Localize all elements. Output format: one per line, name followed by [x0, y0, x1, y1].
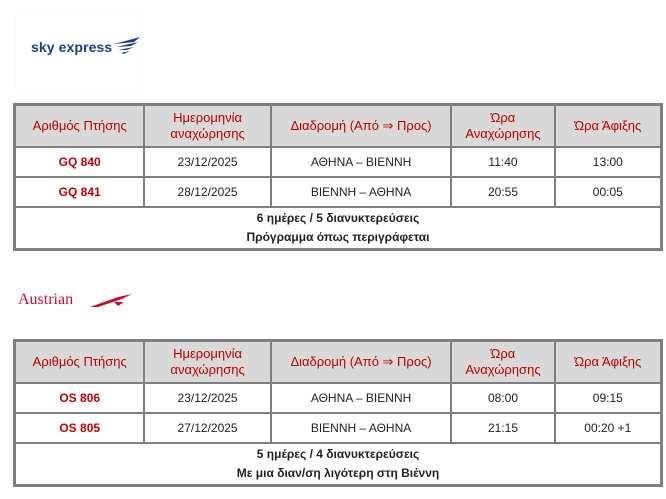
- austrian-schedule-table: [13, 339, 663, 487]
- table-note-row: [15, 443, 662, 486]
- arrival-time-cell: 00:20 +1: [555, 413, 662, 443]
- header-flight-number: Αριθμός Πτήσης: [15, 105, 145, 148]
- note-cell: [15, 207, 662, 250]
- arrival-time-cell: 13:00: [555, 147, 662, 177]
- header-route: Διαδρομή (Από ⇒ Προς): [271, 341, 452, 384]
- note-line-description: Πρόγραμμα όπως περιγράφεται: [246, 230, 430, 244]
- header-departure-date: Ημερομηνία αναχώρησης: [144, 105, 270, 148]
- table-row: [15, 413, 662, 443]
- sky-express-wing-icon: [112, 34, 142, 58]
- arrival-time-cell: 09:15: [555, 383, 662, 413]
- note-line-duration: 6 ημέρες / 5 διανυκτερεύσεις: [256, 211, 420, 225]
- header-departure-date: Ημερομηνία αναχώρησης: [144, 341, 270, 384]
- departure-time-cell: 21:15: [451, 413, 554, 443]
- table-note-row: [15, 207, 662, 250]
- route-cell: ΒΙΕΝΝΗ – ΑΘΗΝΑ: [271, 177, 452, 207]
- table-header-row: [15, 341, 662, 384]
- austrian-logo-text: Austrian: [18, 291, 74, 308]
- table-row: [15, 147, 662, 177]
- route-cell: ΑΘΗΝΑ – ΒΙΕΝΝΗ: [271, 147, 452, 177]
- date-cell: 23/12/2025: [144, 383, 270, 413]
- header-arrival-time: Ώρα Άφιξης: [555, 341, 662, 384]
- note-line-duration: 5 ημέρες / 4 διανυκτερεύσεις: [256, 447, 420, 461]
- table-row: [15, 177, 662, 207]
- sky-express-logo-text: sky express: [31, 39, 113, 55]
- departure-time-cell: 08:00: [451, 383, 554, 413]
- route-cell: ΑΘΗΝΑ – ΒΙΕΝΝΗ: [271, 383, 452, 413]
- date-cell: 28/12/2025: [144, 177, 270, 207]
- table-header-row: [15, 105, 662, 148]
- header-route: Διαδρομή (Από ⇒ Προς): [271, 105, 452, 148]
- table-row: [15, 383, 662, 413]
- flight-number-cell: OS 805: [15, 413, 145, 443]
- sky-express-logo: [16, 10, 142, 92]
- note-line-description: Με μια διαν/ση λιγότερη στη Βιέννη: [236, 466, 440, 480]
- note-cell: [15, 443, 662, 486]
- departure-time-cell: 20:55: [451, 177, 554, 207]
- flight-number-cell: GQ 841: [15, 177, 145, 207]
- header-arrival-time: Ώρα Άφιξης: [555, 105, 662, 148]
- arrival-time-cell: 00:05: [555, 177, 662, 207]
- date-cell: 27/12/2025: [144, 413, 270, 443]
- header-departure-time: Ώρα Αναχώρησης: [451, 341, 554, 384]
- departure-time-cell: 11:40: [451, 147, 554, 177]
- sky-express-schedule-table: [13, 103, 663, 251]
- date-cell: 23/12/2025: [144, 147, 270, 177]
- header-flight-number: Αριθμός Πτήσης: [15, 341, 145, 384]
- route-cell: ΒΙΕΝΝΗ – ΑΘΗΝΑ: [271, 413, 452, 443]
- flight-number-cell: GQ 840: [15, 147, 145, 177]
- flight-number-cell: OS 806: [15, 383, 145, 413]
- header-departure-time: Ώρα Αναχώρησης: [451, 105, 554, 148]
- austrian-arrow-icon: [88, 293, 134, 309]
